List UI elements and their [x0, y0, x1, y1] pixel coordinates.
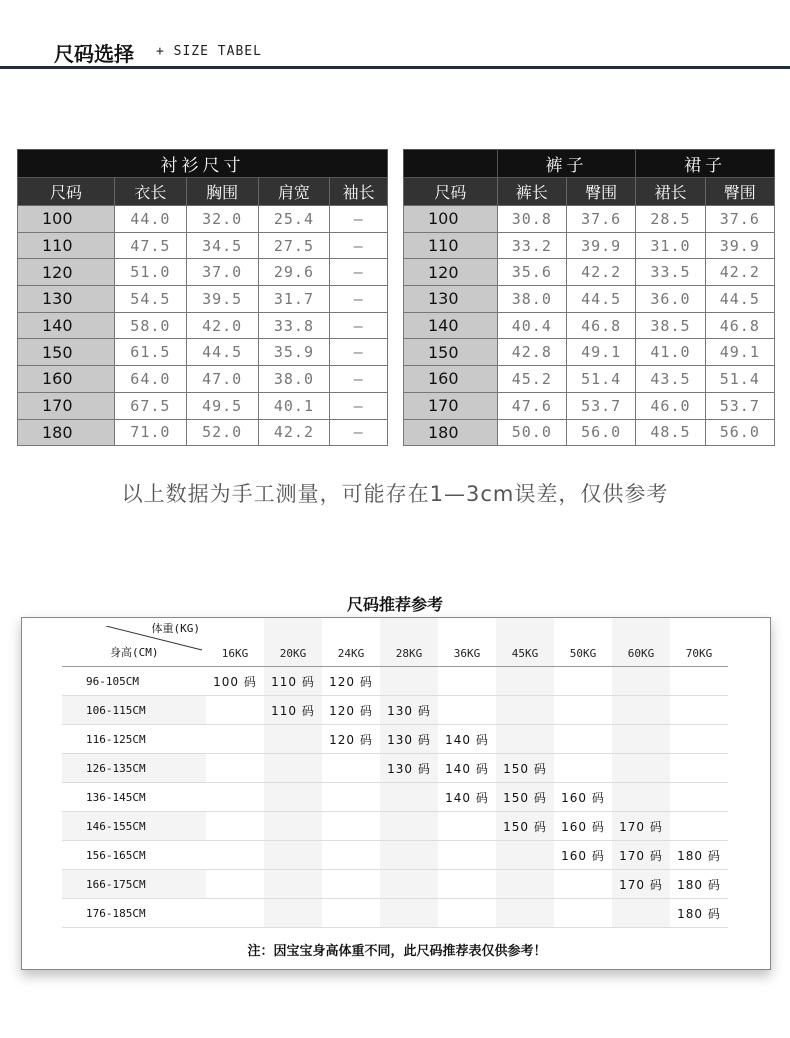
table-row: [62, 696, 728, 725]
size-label: 160: [18, 366, 115, 393]
measure-value: 40.4: [497, 312, 566, 339]
size-recommendation: [612, 667, 670, 696]
weight-header: 28KG: [380, 618, 438, 667]
height-range: 116-125CM: [62, 725, 206, 754]
size-label: 100: [18, 206, 115, 233]
table-row: [18, 312, 388, 339]
size-recommendation: [264, 754, 322, 783]
size-recommendation: [612, 696, 670, 725]
size-recommendation: [206, 899, 264, 928]
weight-header: 24KG: [322, 618, 380, 667]
measure-value: 39.5: [186, 286, 258, 313]
measure-value: 56.0: [705, 419, 774, 446]
size-recommendation: [438, 870, 496, 899]
measure-value: 41.0: [636, 339, 705, 366]
column-header: 尺码: [404, 178, 498, 206]
weight-header: 60KG: [612, 618, 670, 667]
size-recommendation: [670, 696, 728, 725]
size-recommendation: 180 码: [670, 899, 728, 928]
measure-value: —: [330, 339, 388, 366]
measure-value: 49.1: [705, 339, 774, 366]
pants-table-blank-header: [404, 150, 498, 178]
table-row: [18, 286, 388, 313]
measure-value: 29.6: [258, 259, 330, 286]
size-recommendation: 180 码: [670, 841, 728, 870]
measure-value: 28.5: [636, 206, 705, 233]
column-header: 胸围: [186, 178, 258, 206]
size-recommendation: [206, 783, 264, 812]
measure-value: 35.6: [497, 259, 566, 286]
size-recommendation: 120 码: [322, 725, 380, 754]
size-recommendation: [206, 841, 264, 870]
page-header: [0, 0, 790, 70]
column-header: 尺码: [18, 178, 115, 206]
measure-value: 25.4: [258, 206, 330, 233]
table-row: [18, 232, 388, 259]
size-label: 160: [404, 366, 498, 393]
size-recommendation: [554, 754, 612, 783]
size-label: 170: [404, 392, 498, 419]
measure-value: 33.2: [497, 232, 566, 259]
size-recommendation: [206, 696, 264, 725]
measure-value: 53.7: [566, 392, 635, 419]
size-recommendation: [206, 725, 264, 754]
size-recommendation: [554, 696, 612, 725]
size-recommendation: [380, 667, 438, 696]
size-recommendation: [438, 812, 496, 841]
table-row: [404, 206, 775, 233]
size-recommendation: [206, 754, 264, 783]
measure-value: 42.2: [258, 419, 330, 446]
size-label: 130: [18, 286, 115, 313]
pants-group-title: 裤子: [497, 150, 636, 178]
measure-value: —: [330, 259, 388, 286]
size-recommendation: 150 码: [496, 812, 554, 841]
table-row: [404, 286, 775, 313]
measure-value: —: [330, 392, 388, 419]
measure-value: 38.0: [258, 366, 330, 393]
size-label: 130: [404, 286, 498, 313]
measure-value: 61.5: [114, 339, 186, 366]
measure-value: 51.0: [114, 259, 186, 286]
size-recommendation: 160 码: [554, 841, 612, 870]
measure-value: 31.0: [636, 232, 705, 259]
size-recommendation: 140 码: [438, 754, 496, 783]
table-row: [62, 725, 728, 754]
table-row: [404, 339, 775, 366]
size-recommendation: [554, 725, 612, 754]
size-recommendation: 120 码: [322, 667, 380, 696]
size-recommendation: 100 码: [206, 667, 264, 696]
measure-value: 51.4: [566, 366, 635, 393]
measure-value: 42.0: [186, 312, 258, 339]
measure-value: 39.9: [705, 232, 774, 259]
size-label: 140: [404, 312, 498, 339]
weight-header: 16KG: [206, 618, 264, 667]
measure-value: 52.0: [186, 419, 258, 446]
size-recommendation: 140 码: [438, 725, 496, 754]
measure-value: 49.5: [186, 392, 258, 419]
table-row: [404, 232, 775, 259]
size-recommendation: [322, 841, 380, 870]
measure-value: 43.5: [636, 366, 705, 393]
table-row: [18, 259, 388, 286]
size-recommendation: [554, 870, 612, 899]
table-row: [404, 392, 775, 419]
height-range: 136-145CM: [62, 783, 206, 812]
size-recommendation: 170 码: [612, 812, 670, 841]
size-recommendation: [206, 870, 264, 899]
measure-value: 67.5: [114, 392, 186, 419]
measure-value: —: [330, 206, 388, 233]
size-recommendation: [496, 696, 554, 725]
size-recommendation: [670, 754, 728, 783]
size-recommendation: [554, 899, 612, 928]
weight-header: 36KG: [438, 618, 496, 667]
measure-value: 33.5: [636, 259, 705, 286]
measure-value: 42.2: [566, 259, 635, 286]
measure-value: —: [330, 232, 388, 259]
size-recommendation: [380, 870, 438, 899]
size-recommendation: [264, 783, 322, 812]
measure-value: 48.5: [636, 419, 705, 446]
pants-skirt-size-table: [403, 149, 775, 446]
weight-header: 50KG: [554, 618, 612, 667]
table-row: [18, 206, 388, 233]
table-row: [62, 899, 728, 928]
size-recommendation: 110 码: [264, 696, 322, 725]
size-recommendation: [496, 899, 554, 928]
height-range: 146-155CM: [62, 812, 206, 841]
measure-value: —: [330, 286, 388, 313]
measure-value: 31.7: [258, 286, 330, 313]
measure-value: 51.4: [705, 366, 774, 393]
page-subtitle: + SIZE TABEL: [156, 44, 262, 59]
measure-value: 27.5: [258, 232, 330, 259]
size-recommendation: [264, 899, 322, 928]
size-recommendation: [496, 725, 554, 754]
height-range: 106-115CM: [62, 696, 206, 725]
measure-value: 44.5: [186, 339, 258, 366]
height-axis-label: 身高(CM): [110, 646, 159, 659]
size-recommendation: 110 码: [264, 667, 322, 696]
size-label: 120: [404, 259, 498, 286]
recommend-panel: [21, 617, 771, 970]
table-row: [62, 783, 728, 812]
size-label: 140: [18, 312, 115, 339]
size-label: 170: [18, 392, 115, 419]
size-recommendation: 160 码: [554, 812, 612, 841]
measure-value: 36.0: [636, 286, 705, 313]
measure-value: 46.0: [636, 392, 705, 419]
height-range: 96-105CM: [62, 667, 206, 696]
column-header: 裤长: [497, 178, 566, 206]
measure-value: 50.0: [497, 419, 566, 446]
size-recommendation: [438, 696, 496, 725]
column-header: 肩宽: [258, 178, 330, 206]
size-recommendation: 130 码: [380, 754, 438, 783]
size-recommendation: [670, 725, 728, 754]
size-recommendation: [322, 754, 380, 783]
size-label: 150: [18, 339, 115, 366]
measure-value: 39.9: [566, 232, 635, 259]
weight-header: 70KG: [670, 618, 728, 667]
size-label: 180: [404, 419, 498, 446]
size-recommendation: [670, 812, 728, 841]
measure-value: 45.2: [497, 366, 566, 393]
size-recommendation: 120 码: [322, 696, 380, 725]
size-recommendation: [670, 783, 728, 812]
size-recommendation: 140 码: [438, 783, 496, 812]
size-recommendation: [322, 870, 380, 899]
shirt-size-table: [17, 149, 388, 446]
measure-value: —: [330, 312, 388, 339]
size-recommendation: [264, 870, 322, 899]
size-recommendation: [264, 841, 322, 870]
measure-value: 38.5: [636, 312, 705, 339]
table-row: [18, 366, 388, 393]
measure-value: 35.9: [258, 339, 330, 366]
skirt-group-title: 裙子: [636, 150, 775, 178]
size-recommendation: [670, 667, 728, 696]
weight-header: 45KG: [496, 618, 554, 667]
size-recommendation: [322, 783, 380, 812]
table-row: [62, 812, 728, 841]
size-recommendation: [496, 667, 554, 696]
size-recommendation: [438, 841, 496, 870]
size-recommendation: [554, 667, 612, 696]
size-recommendation: [264, 725, 322, 754]
size-recommendation: [438, 899, 496, 928]
column-header: 臀围: [705, 178, 774, 206]
measure-value: 54.5: [114, 286, 186, 313]
size-label: 120: [18, 259, 115, 286]
measure-value: 33.8: [258, 312, 330, 339]
measure-value: —: [330, 366, 388, 393]
size-label: 110: [18, 232, 115, 259]
size-recommendation: 160 码: [554, 783, 612, 812]
height-range: 176-185CM: [62, 899, 206, 928]
table-row: [18, 419, 388, 446]
recommend-axis-header: [62, 618, 206, 667]
table-row: [62, 667, 728, 696]
table-row: [18, 392, 388, 419]
height-range: 166-175CM: [62, 870, 206, 899]
column-header: 袖长: [330, 178, 388, 206]
measure-value: 44.5: [705, 286, 774, 313]
height-range: 126-135CM: [62, 754, 206, 783]
size-recommendation: [380, 841, 438, 870]
measurement-note: 以上数据为手工测量，可能存在1—3cm误差，仅供参考: [121, 482, 669, 506]
measure-value: 44.5: [566, 286, 635, 313]
measure-value: 46.8: [705, 312, 774, 339]
size-recommendation: [322, 899, 380, 928]
header-divider: [0, 66, 790, 69]
size-recommendation: 170 码: [612, 841, 670, 870]
size-recommendation: [438, 667, 496, 696]
measure-value: 37.0: [186, 259, 258, 286]
table-row: [404, 259, 775, 286]
measure-value: 47.5: [114, 232, 186, 259]
size-recommendation: 170 码: [612, 870, 670, 899]
size-recommendation: [322, 812, 380, 841]
size-recommendation: 130 码: [380, 725, 438, 754]
column-header: 衣长: [114, 178, 186, 206]
size-recommendation: 180 码: [670, 870, 728, 899]
measure-value: 37.6: [566, 206, 635, 233]
measure-value: 56.0: [566, 419, 635, 446]
measure-value: 44.0: [114, 206, 186, 233]
page-title: 尺码选择: [54, 42, 134, 66]
measure-value: 42.2: [705, 259, 774, 286]
size-recommendation: [380, 899, 438, 928]
weight-axis-label: 体重(KG): [151, 622, 200, 635]
size-recommendation: [612, 725, 670, 754]
weight-header: 20KG: [264, 618, 322, 667]
measure-value: —: [330, 419, 388, 446]
size-recommendation: 150 码: [496, 783, 554, 812]
shirt-table-title: 衬衫尺寸: [18, 150, 388, 178]
measure-value: 46.8: [566, 312, 635, 339]
size-label: 150: [404, 339, 498, 366]
size-recommendation: [206, 812, 264, 841]
size-recommendation: [612, 754, 670, 783]
measure-value: 64.0: [114, 366, 186, 393]
size-label: 110: [404, 232, 498, 259]
size-label: 180: [18, 419, 115, 446]
measure-value: 38.0: [497, 286, 566, 313]
measure-value: 49.1: [566, 339, 635, 366]
size-recommendation: [496, 841, 554, 870]
measure-value: 47.6: [497, 392, 566, 419]
size-recommendation: [380, 812, 438, 841]
size-recommendation: [380, 783, 438, 812]
recommend-title: 尺码推荐参考: [346, 595, 443, 614]
measure-value: 32.0: [186, 206, 258, 233]
table-row: [404, 312, 775, 339]
recommend-table: [62, 618, 728, 928]
size-recommendation: 130 码: [380, 696, 438, 725]
measure-value: 37.6: [705, 206, 774, 233]
size-label: 100: [404, 206, 498, 233]
measure-value: 40.1: [258, 392, 330, 419]
measure-value: 30.8: [497, 206, 566, 233]
measure-value: 58.0: [114, 312, 186, 339]
table-row: [404, 419, 775, 446]
measure-value: 42.8: [497, 339, 566, 366]
height-range: 156-165CM: [62, 841, 206, 870]
measure-value: 34.5: [186, 232, 258, 259]
size-recommendation: [496, 870, 554, 899]
size-recommendation: [612, 783, 670, 812]
column-header: 臀围: [566, 178, 635, 206]
table-row: [62, 841, 728, 870]
table-row: [404, 366, 775, 393]
table-row: [18, 339, 388, 366]
measure-value: 71.0: [114, 419, 186, 446]
size-recommendation: [612, 899, 670, 928]
recommend-footer-note: 注：因宝宝身高体重不同，此尺码推荐表仅供参考！: [247, 944, 547, 959]
table-row: [62, 754, 728, 783]
measure-value: 47.0: [186, 366, 258, 393]
size-recommendation: 150 码: [496, 754, 554, 783]
table-row: [62, 870, 728, 899]
column-header: 裙长: [636, 178, 705, 206]
size-recommendation: [264, 812, 322, 841]
measure-value: 53.7: [705, 392, 774, 419]
